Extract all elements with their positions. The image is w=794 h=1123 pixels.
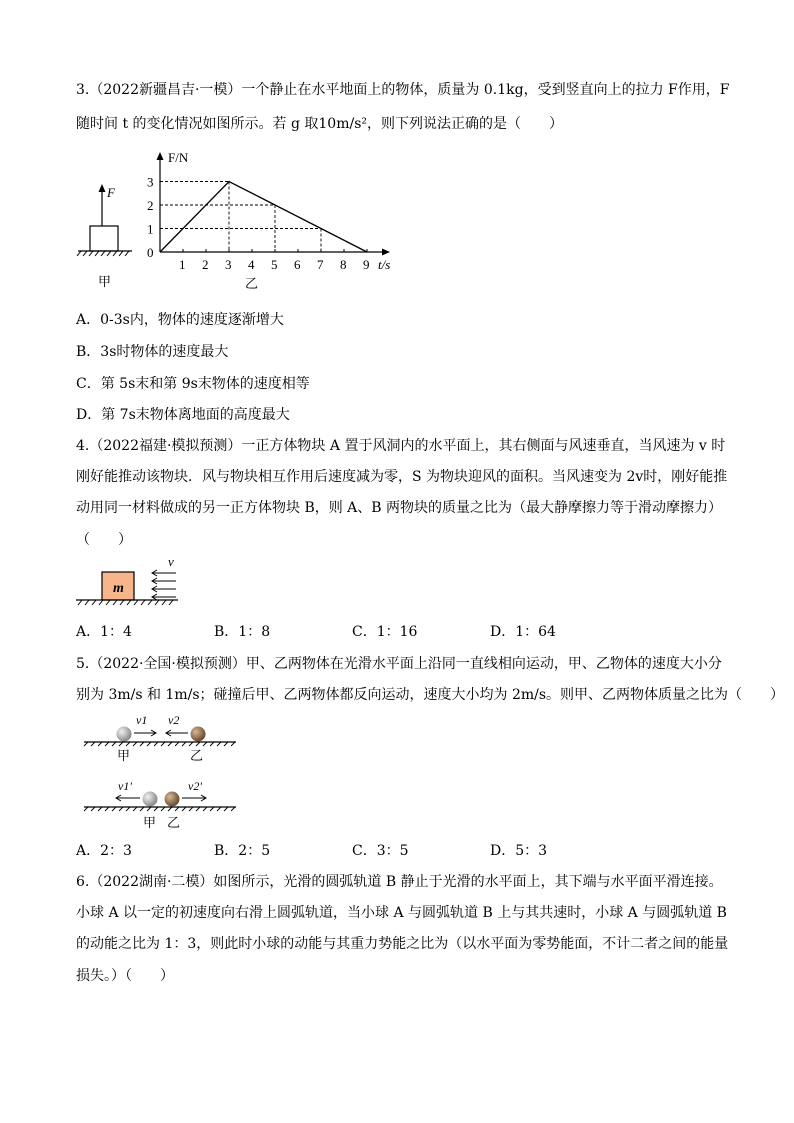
y-tick-label: 2 — [147, 198, 154, 213]
q4-stem-line-4: （ ） — [76, 532, 132, 548]
ground-hatching — [77, 251, 129, 256]
y-axis-label: F/N — [168, 150, 189, 165]
force-label: F — [107, 185, 115, 200]
force-series-line — [160, 182, 367, 253]
x-tick-label: 2 — [202, 257, 209, 272]
figure-caption-yi: 乙 — [245, 276, 259, 291]
label-yi-after: 乙 — [167, 815, 181, 830]
q4-stem-line-1: 4.（2022福建·模拟预测）一正方体物块 A 置于风洞内的水平面上，其右侧面与风速垂直，当风速为 v 时 — [76, 438, 726, 454]
q5-stem-line-2: 别为 3m/s 和 1m/s；碰撞后甲、乙两物体都反向运动，速度大小均为 2m/s。则甲、乙两物体质量之比为（ ） — [76, 687, 785, 703]
x-tick-label: 8 — [340, 257, 347, 272]
wind-speed-label: v — [168, 556, 174, 569]
x-tick-label: 9 — [363, 257, 370, 272]
block-rect — [90, 226, 118, 251]
v2-prime-label: v2' — [188, 779, 202, 793]
x-axis-arrow — [382, 249, 390, 256]
ball-yi — [191, 727, 206, 742]
q4-option-d[interactable]: D．1：64 — [490, 624, 556, 640]
q6-stem-line-4: 损失。）（ ） — [76, 968, 174, 984]
x-tick-label: 7 — [317, 257, 324, 272]
block-mass-label: m — [113, 581, 124, 596]
origin-label: 0 — [147, 245, 154, 260]
q4-stem-line-3: 动用同一材料做成的另一正方体物块 B，则 A、B 两物块的质量之比为（最大静摩擦力等于滑动摩擦力） — [76, 500, 723, 516]
q4-option-a[interactable]: A．1：4 — [76, 624, 132, 640]
q5-stem-line-1: 5.（2022·全国·模拟预测）甲、乙两物体在光滑水平面上沿同一直线相向运动，甲、乙物体的速度大小分 — [76, 656, 722, 672]
x-tick-label: 3 — [225, 257, 232, 272]
q4-option-b[interactable]: B．1：8 — [214, 624, 271, 640]
v1-prime-label: v1' — [118, 779, 132, 793]
q3-option-c[interactable]: C．第 5s末和第 9s末物体的速度相等 — [76, 376, 310, 392]
ball-jia-after — [143, 792, 158, 807]
x-axis-label: t/s — [378, 257, 391, 272]
ground-hatching — [78, 600, 173, 605]
x-tick-label: 5 — [271, 257, 278, 272]
q4-stem-line-2: 刚好能推动该物块．风与物块相互作用后速度减为零，S 为物块迎风的面积。当风速变为 2v时，刚好能推 — [76, 469, 728, 485]
q3-force-time-chart — [140, 148, 410, 296]
q5-option-a[interactable]: A．2：3 — [76, 843, 132, 859]
y-axis-arrow — [157, 152, 164, 160]
label-jia: 甲 — [117, 748, 131, 763]
q3-figure-block-diagram — [76, 180, 136, 290]
q3-option-d[interactable]: D．第 7s末物体离地面的高度最大 — [76, 407, 290, 423]
q5-option-d[interactable]: D．5：3 — [490, 843, 548, 859]
y-tick-label: 3 — [147, 174, 154, 190]
q4-wind-block-figure — [76, 556, 186, 616]
after-collision — [84, 779, 236, 830]
x-tick-label: 4 — [248, 257, 255, 272]
q5-option-c[interactable]: C．3：5 — [352, 843, 409, 859]
q3-option-a[interactable]: A．0-3s内，物体的速度逐渐增大 — [76, 312, 284, 328]
v2-label: v2 — [168, 713, 180, 727]
label-yi: 乙 — [190, 748, 204, 763]
figure-caption-jia: 甲 — [98, 274, 112, 289]
y-tick-label: 1 — [147, 221, 154, 237]
ball-yi-after — [165, 792, 180, 807]
v1-label: v1 — [136, 713, 148, 727]
q3-stem-line-2: 随时间 t 的变化情况如图所示。若 g 取10m/s²，则下列说法正确的是（ ） — [76, 116, 563, 132]
wind-arrows — [152, 570, 176, 600]
q5-option-b[interactable]: B．2：5 — [214, 843, 271, 859]
force-arrow-head — [99, 184, 106, 192]
x-tick-label: 6 — [294, 257, 301, 272]
q4-option-c[interactable]: C．1：16 — [352, 624, 418, 640]
ball-jia — [117, 727, 132, 742]
before-collision — [84, 713, 236, 763]
q3-option-b[interactable]: B．3s时物体的速度最大 — [76, 344, 229, 360]
q3-stem-line-1: 3.（2022新疆昌吉·一模）一个静止在水平地面上的物体，质量为 0.1kg，受到竖直向上的拉力 F作用，F — [76, 82, 730, 98]
label-jia-after: 甲 — [143, 815, 157, 830]
x-tick-label: 1 — [179, 257, 186, 272]
q6-stem-line-3: 的动能之比为 1：3，则此时小球的动能与其重力势能之比为（以水平面为零势能面，不计二者之间的能量 — [76, 936, 729, 952]
q6-stem-line-2: 小球 A 以一定的初速度向右滑上圆弧轨道，当小球 A 与圆弧轨道 B 上与其共速时，小球 A 与圆弧轨道 B — [76, 905, 727, 921]
q6-stem-line-1: 6.（2022湖南·二模）如图所示，光滑的圆弧轨道 B 静止于光滑的水平面上，其下端与水平面平滑连接。 — [76, 874, 723, 890]
q5-collision-figure — [80, 710, 240, 836]
